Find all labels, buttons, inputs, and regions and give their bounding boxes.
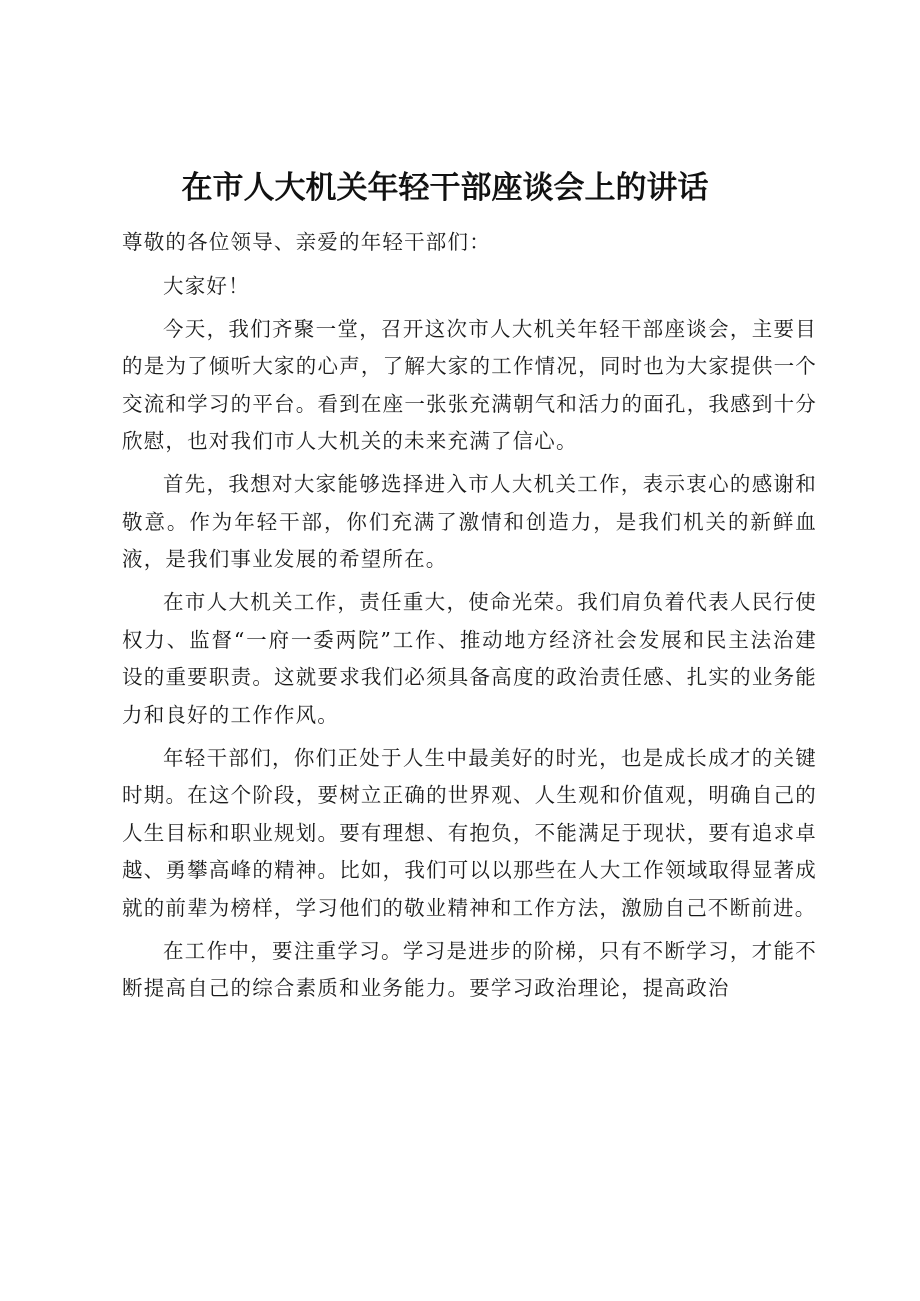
document-body [122, 224, 817, 1013]
document-title: 在市人大机关年轻干部座谈会上的讲话 [181, 170, 709, 206]
paragraph-learning: 在工作中，要注重学习。学习是进步的阶梯，只有不断学习，才能不断提高自己的综合素质和业务能力。要学习政治理论，提高政治 [122, 938, 817, 1000]
paragraph-responsibility: 在市人大机关工作，责任重大，使命光荣。我们肩负着代表人民行使权力、监督“一府一委两院”工作、推动地方经济社会发展和民主法治建设的重要职责。这就要求我们必须具备高度的政治责任感、扎实的业务能力和良好的工作作风。 [122, 590, 817, 727]
paragraph-youth: 年轻干部们，你们正处于人生中最美好的时光，也是成长成才的关键时期。在这个阶段，要树立正确的世界观、人生观和价值观，明确自己的人生目标和职业规划。要有理想、有抱负，不能满足于现状，要有追求卓越、勇攀高峰的精神。比如，我们可以以那些在人大工作领域取得显著成就的前辈为榜样，学习他们的敬业精神和工作方法，激励自己不断前进。 [122, 745, 817, 920]
paragraph-greeting: 大家好！ [163, 273, 250, 298]
paragraph-gratitude: 首先，我想对大家能够选择进入市人大机关工作，表示衷心的感谢和敬意。作为年轻干部，你们充满了激情和创造力，是我们机关的新鲜血液，是我们事业发展的希望所在。 [122, 472, 817, 571]
salutation: 尊敬的各位领导、亲爱的年轻干部们： [122, 230, 491, 254]
paragraph-opening: 今天，我们齐聚一堂，召开这次市人大机关年轻干部座谈会，主要目的是为了倾听大家的心声，了解大家的工作情况，同时也为大家提供一个交流和学习的平台。看到在座一张张充满朝气和活力的面孔，我感到十分欣慰，也对我们市人大机关的未来充满了信心。 [122, 316, 817, 453]
